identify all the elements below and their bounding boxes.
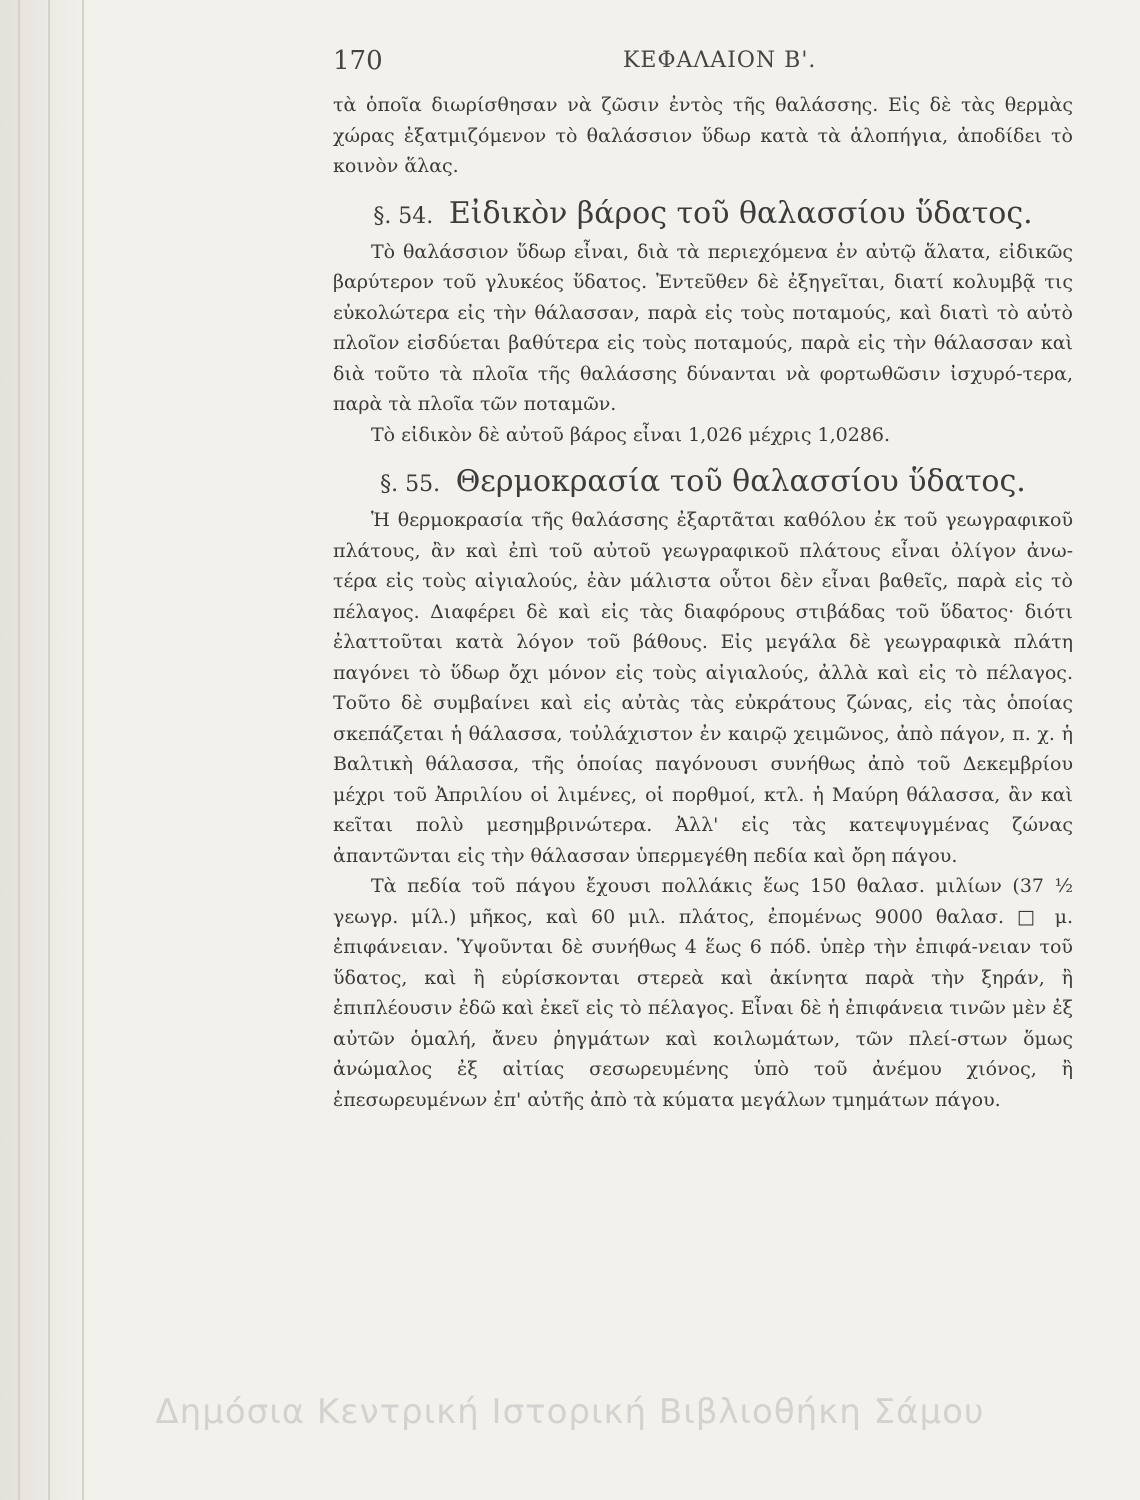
section-55-paragraph: Ἡ θερμοκρασία τῆς θαλάσσης ἐξαρτᾶται καθόλου ἐκ τοῦ γεωγραφικοῦ πλάτους, ἂν καὶ ἐπὶ τοῦ αὐτοῦ γεωγραφικοῦ πλάτους εἶναι ὀλίγον ἀνω-τέρα εἰς τοὺς αἰγιαλούς, ἐὰν μάλιστα οὗτοι δὲν εἶναι βαθεῖς, παρὰ εἰς τὸ πέλαγος. Διαφέρει δὲ καὶ εἰς τὰς διαφόρους στιβάδας τοῦ ὕδατος· διότι ἐλαττοῦται κατὰ λόγον τοῦ βάθους. Εἰς μεγάλα δὲ γεωγραφικὰ πλάτη παγόνει τὸ ὕδωρ ὄχι μόνον εἰς τοὺς αἰγιαλούς, ἀλλὰ καὶ εἰς τὸ πέλαγος. Τοῦτο δὲ συμβαίνει καὶ εἰς αὐτὰς τὰς εὐκράτους ζώνας, εἰς τὰς ὁποίας σκεπάζεται ἡ θάλασσα, τοὐλάχιστον ἐν καιρῷ χειμῶνος, ἀπὸ πάγον, π. χ. ἡ Βαλτικὴ θάλασσα, τῆς ὁποίας παγόνουσι συνήθως ἀπὸ τοῦ Δεκεμβρίου μέχρι τοῦ Ἀπριλίου οἱ λιμένες, οἱ πορθμοί, κτλ. ἡ Μαύρη θάλασσα, ἂν καὶ κεῖται πολὺ μεσημβρινώτερα. Ἀλλ' εἰς τὰς κατεψυγμένας ζώνας ἀπαντῶνται εἰς τὴν θάλασσαν ὑπερμεγέθη πεδία καὶ ὄρη πάγου. [333, 509, 1073, 867]
page-number: 170 [333, 46, 383, 76]
page-edge-line [18, 0, 20, 1500]
section-55-number: §. 55. [380, 472, 441, 497]
section-54-heading [333, 196, 1073, 231]
page-edge-line [48, 0, 50, 1500]
section-54-paragraph: Τὸ εἰδικὸν δὲ αὐτοῦ βάρος εἶναι 1,026 μέχρις 1,0286. [371, 423, 891, 446]
section-55-heading [333, 464, 1073, 499]
book-gutter-edge [0, 0, 140, 1500]
book-page [333, 40, 1073, 1115]
section-55-paragraph: Τὰ πεδία τοῦ πάγου ἔχουσι πολλάκις ἕως 150 θαλασ. μιλίων (37 ½ γεωγρ. μίλ.) μῆκος, καὶ 60 μιλ. πλάτος, ἐπομένως 9000 θαλασ. □ μ. ἐπιφάνειαν. Ὑψοῦνται δὲ συνήθως 4 ἕως 6 πόδ. ὑπὲρ τὴν ἐπιφά-νειαν τοῦ ὕδατος, καὶ ἢ εὑρίσκονται στερεὰ καὶ ἀκίνητα παρὰ τὴν ξηράν, ἢ ἐπιπλέουσιν ἐδῶ καὶ ἐκεῖ εἰς τὸ πέλαγος. Εἶναι δὲ ἡ ἐπιφάνεια τινῶν μὲν ἐξ αὐτῶν ὁμαλή, ἄνευ ῥηγμάτων καὶ κοιλωμάτων, τῶν πλεί-στων ὅμως ἀνώμαλος ἐξ αἰτίας σεσωρευμένης ὑπὸ τοῦ ἀνέμου χιόνος, ἢ ἐπεσωρευμένων ἐπ' αὐτῆς ἀπὸ τὰ κύματα μεγάλων τμημάτων πάγου. [333, 875, 1073, 1111]
section-54-paragraph: Τὸ θαλάσσιον ὕδωρ εἶναι, διὰ τὰ περιεχόμενα ἐν αὐτῷ ἅλατα, εἰδικῶς βαρύτερον τοῦ γλυκέος ὕδατος. Ἐντεῦθεν δὲ ἐξηγεῖται, διατί κολυμβᾷ τις εὐκολώτερα εἰς τὴν θάλασσαν, παρὰ εἰς τοὺς ποταμούς, καὶ διατὶ τὸ αὐτὸ πλοῖον εἰσδύεται βαθύτερα εἰς τοὺς ποταμούς, παρὰ εἰς τὴν θάλασσαν καὶ διὰ τοῦτο τὰ πλοῖα τῆς θαλάσσης δύνανται νὰ φορτωθῶσιν ἰσχυρό-τερα, παρὰ τὰ πλοῖα τῶν ποταμῶν. [333, 240, 1073, 415]
running-title: ΚΕΦΑΛΑΙΟΝ Β'. [623, 48, 817, 73]
intro-paragraph: τὰ ὁποῖα διωρίσθησαν νὰ ζῶσιν ἐντὸς τῆς θαλάσσης. Εἰς δὲ τὰς θερμὰς χώρας ἐξατμιζόμενον τὸ θαλάσσιον ὕδωρ κατὰ τὰ ἁλοπήγια, ἀποδίδει τὸ κοινὸν ἅλας. [333, 94, 1073, 177]
section-54-title: Εἰδικὸν βάρος τοῦ θαλασσίου ὕδατος. [448, 195, 1033, 231]
section-54-number: §. 54. [373, 203, 434, 229]
page-header [333, 40, 1073, 90]
section-55-title: Θερμοκρασία τοῦ θαλασσίου ὕδατος. [455, 464, 1026, 499]
library-watermark: Δημόσια Κεντρική Ιστορική Βιβλιοθήκη Σάμου [155, 1392, 985, 1432]
page-edge-line [82, 0, 84, 1500]
